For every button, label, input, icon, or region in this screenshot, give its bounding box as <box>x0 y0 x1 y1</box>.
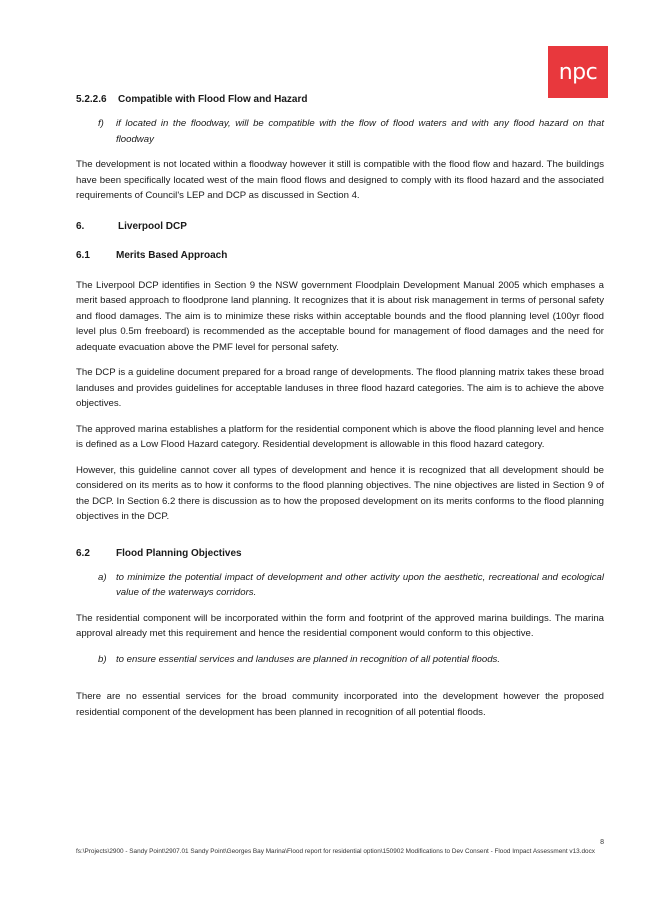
heading-title: Flood Planning Objectives <box>116 547 242 559</box>
paragraph-approved-marina: The approved marina establishes a platform for the residential component which is above the flood planning level and hence is defined as a Low Flood Hazard category. Residential development is allowable in this flood hazard category. <box>76 423 604 450</box>
paragraph-merit-approach: The Liverpool DCP identifies in Section 9 the NSW government Floodplain Development Manual 2005 which emphases a merit based approach to floodprone land planning. It recognizes that it is about risk management in terms of personal safety and flood damages. The aim is to minimize these risks within acceptable bounds and the flood planning level (100yr flood level plus 0.5m freeboard) is recommended as the acceptable bound for management of flood damages and the need for adequate evacuation above the PMF level for personal safety. <box>76 279 604 353</box>
paragraph-dcp-guideline: The DCP is a guideline document prepared for a broad range of developments. The flood planning matrix takes these broad landuses and provides guidelines for acceptable landuses in three flood hazard categories. The aim is to achieve the above objectives. <box>76 367 604 409</box>
clause-text: if located in the floodway, will be compatible with the flow of flood waters and with any flood hazard on that floodway <box>116 118 604 145</box>
document-body <box>76 93 604 720</box>
page-number: 8 <box>600 839 604 846</box>
clause-f <box>76 116 604 147</box>
heading-6 <box>76 220 604 233</box>
npc-logo <box>548 46 608 98</box>
heading-title: Merits Based Approach <box>116 249 228 261</box>
heading-number: 6. <box>76 220 85 232</box>
heading-title: Compatible with Flood Flow and Hazard <box>118 94 308 105</box>
objective-text: to minimize the potential impact of development and other activity upon the aesthetic, recreational and ecological value of the waterways corridors. <box>116 571 604 598</box>
heading-6-2 <box>76 547 604 560</box>
objective-b <box>76 652 604 668</box>
heading-number: 6.1 <box>76 249 90 261</box>
heading-5-2-2-6 <box>76 93 604 106</box>
heading-6-1 <box>76 249 604 262</box>
objective-a <box>76 570 604 601</box>
paragraph-residential-component: The residential component will be incorporated within the form and footprint of the approved marina buildings. The marina approval already met this requirement and hence the residential component would conform to this objective. <box>76 612 604 639</box>
objective-marker: b) <box>98 653 107 665</box>
heading-title: Liverpool DCP <box>118 220 187 232</box>
objective-text: to ensure essential services and landuses are planned in recognition of all potential floods. <box>116 653 500 665</box>
heading-number: 6.2 <box>76 547 90 559</box>
logo-text: npc <box>558 59 598 85</box>
heading-number: 5.2.2.6 <box>76 94 107 105</box>
file-path: fs:\Projects\2900 - Sandy Point\2907.01 Sandy Point\Georges Bay Marina\Flood report for residential option\150902 Modifications to Dev Consent - Flood Impact Assessment v13.docx <box>76 848 595 855</box>
clause-marker: f) <box>98 118 104 129</box>
objective-marker: a) <box>98 571 107 583</box>
paragraph-essential-services: There are no essential services for the broad community incorporated into the development however the proposed residential component of the development has been planned in recognition of all potential floods. <box>76 691 604 718</box>
paragraph-compatibility: The development is not located within a floodway however it still is compatible with the flood flow and hazard. The buildings have been specifically located west of the main flood flows and designed to comply with its flood hazard and the associated requirements of Council's LEP and DCP as discussed in Section 4. <box>76 159 604 201</box>
paragraph-guideline-limits: However, this guideline cannot cover all types of development and hence it is recognized that all development should be considered on its merits as to how it conforms to the flood planning objectives. The nine objectives are listed in Section 9 of the DCP. In Section 6.2 there is discussion as to how the proposed development on its merits conforms to the flood planning objectives in the DCP. <box>76 464 604 522</box>
page-footer <box>76 838 604 856</box>
